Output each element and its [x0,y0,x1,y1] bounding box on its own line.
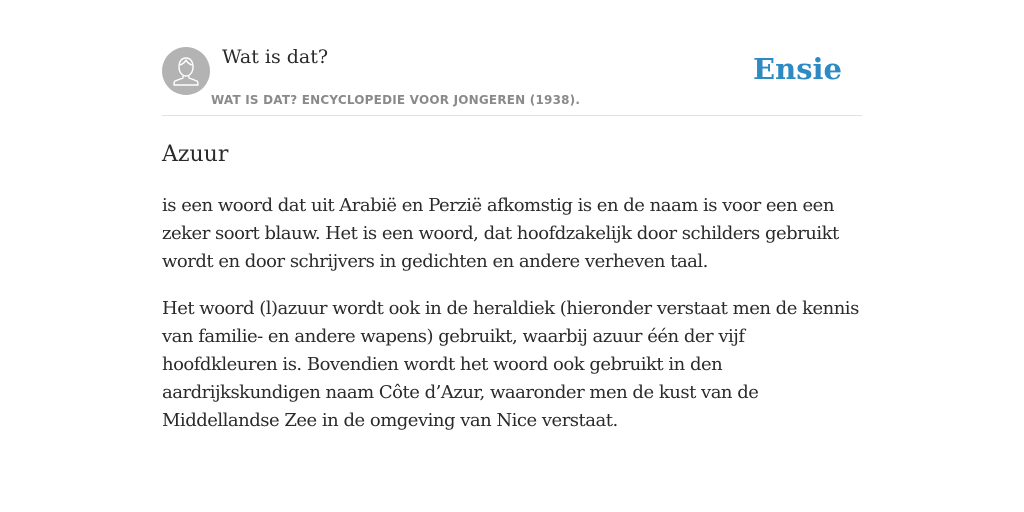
source-subtitle: WAT IS DAT? ENCYCLOPEDIE VOOR JONGEREN (1938). [211,93,581,107]
article-title: Azuur [162,142,229,167]
ensie-logo-link[interactable]: Ensie [753,52,842,86]
user-silhouette-icon[interactable] [162,47,210,95]
source-header [162,44,862,116]
article-paragraph: is een woord dat uit Arabië en Perzië afkomstig is en de naam is voor een een zeker soort blauw. Het is een woord, dat hoofdzakelijk door schilders gebruikt wordt en door schrijvers in gedichten en andere verheven taal. [162,195,839,272]
article-paragraph: Het woord (l)azuur wordt ook in de heraldiek (hieronder verstaat men de kennis van familie- en andere wapens) gebruikt, waarbij azuur één der vijf hoofdkleuren is. Bovendien wordt het woord ook gebruikt in den aardrijkskundigen naam Côte d’Azur, waaronder men de kust van de Middellandse Zee in de omgeving van Nice verstaat. [162,298,859,431]
article [162,140,862,435]
source-title[interactable]: Wat is dat? [222,46,329,68]
